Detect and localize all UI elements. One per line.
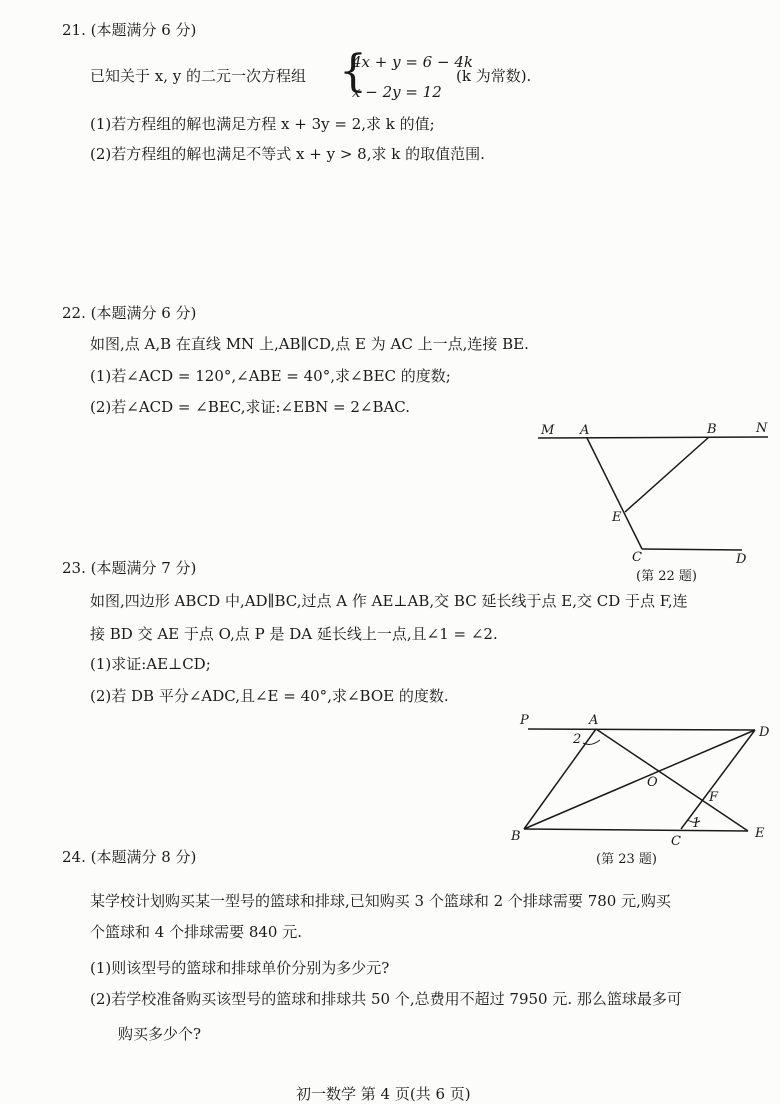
line-be [524,829,748,831]
label-e: E [755,826,765,841]
q21-part1: (1)若方程组的解也满足方程 x + 3y = 2,求 k 的值; [90,115,435,133]
q21-part2: (2)若方程组的解也满足不等式 x + y > 8,求 k 的取值范围. [90,145,485,163]
q22-caption: (第 22 题) [636,569,697,584]
q22-part2: (2)若∠ACD = ∠BEC,求证:∠EBN = 2∠BAC. [90,398,411,416]
label-n: N [756,421,768,436]
label-b: B [707,422,717,437]
q23-part2: (2)若 DB 平分∠ADC,且∠E = 40°,求∠BOE 的度数. [90,687,449,705]
label-e: E [612,510,622,525]
q23-part1: (1)求证:AE⊥CD; [90,655,211,673]
q24-header: 24. (本题满分 8 分) [62,848,197,866]
label-angle-1: 1 [692,816,701,831]
label-f: F [709,790,719,805]
label-m: M [541,423,555,438]
q24-part2: (2)若学校准备购买该型号的篮球和排球共 50 个,总费用不超过 7950 元. 那么篮球最多可 [90,990,682,1008]
q21-intro: 已知关于 x, y 的二元一次方程组 [90,67,307,85]
q24-part1: (1)则该型号的篮球和排球单价分别为多少元? [90,959,390,977]
brace: { [339,46,367,97]
q24-part2-cont: 购买多少个? [118,1025,202,1043]
label-p: P [520,713,529,728]
label-a: A [580,423,590,438]
q24-line2: 个篮球和 4 个排球需要 840 元. [90,923,303,941]
q22-header: 22. (本题满分 6 分) [62,304,197,322]
label-b: B [511,829,521,844]
q21-header: 21. (本题满分 6 分) [62,21,197,39]
q24-line1: 某学校计划购买某一型号的篮球和排球,已知购买 3 个篮球和 2 个排球需要 780 元,购买 [90,892,671,910]
q21-eq1: 4x + y = 6 − 4k [352,53,473,71]
label-o: O [647,775,658,790]
q23-caption: (第 23 题) [596,852,657,867]
line-pd [528,729,755,730]
q22-intro: 如图,点 A,B 在直线 MN 上,AB∥CD,点 E 为 AC 上一点,连接 BE. [90,335,529,353]
angle-2-arc [583,740,600,744]
label-angle-2: 2 [573,732,582,747]
segment-ae [596,729,748,831]
q23-header: 23. (本题满分 7 分) [62,559,197,577]
page-footer: 初一数学 第 4 页(共 6 页) [296,1085,471,1103]
q22-part1: (1)若∠ACD = 120°,∠ABE = 40°,求∠BEC 的度数; [90,367,451,385]
label-d: D [759,725,770,740]
label-a: A [589,713,599,728]
label-c: C [632,550,642,565]
q23-line2: 接 BD 交 AE 于点 O,点 P 是 DA 延长线上一点,且∠1 = ∠2. [90,625,498,643]
q21-eq2: x − 2y = 12 [352,83,442,101]
label-d: D [736,552,747,567]
q23-line1: 如图,四边形 ABCD 中,AD∥BC,过点 A 作 AE⊥AB,交 BC 延长线于点 E,交 CD 于点 F,连 [90,592,688,610]
segment-bd [524,730,755,829]
segment-dc [681,730,755,829]
q21-note: (k 为常数). [456,67,532,85]
label-c: C [671,834,681,849]
